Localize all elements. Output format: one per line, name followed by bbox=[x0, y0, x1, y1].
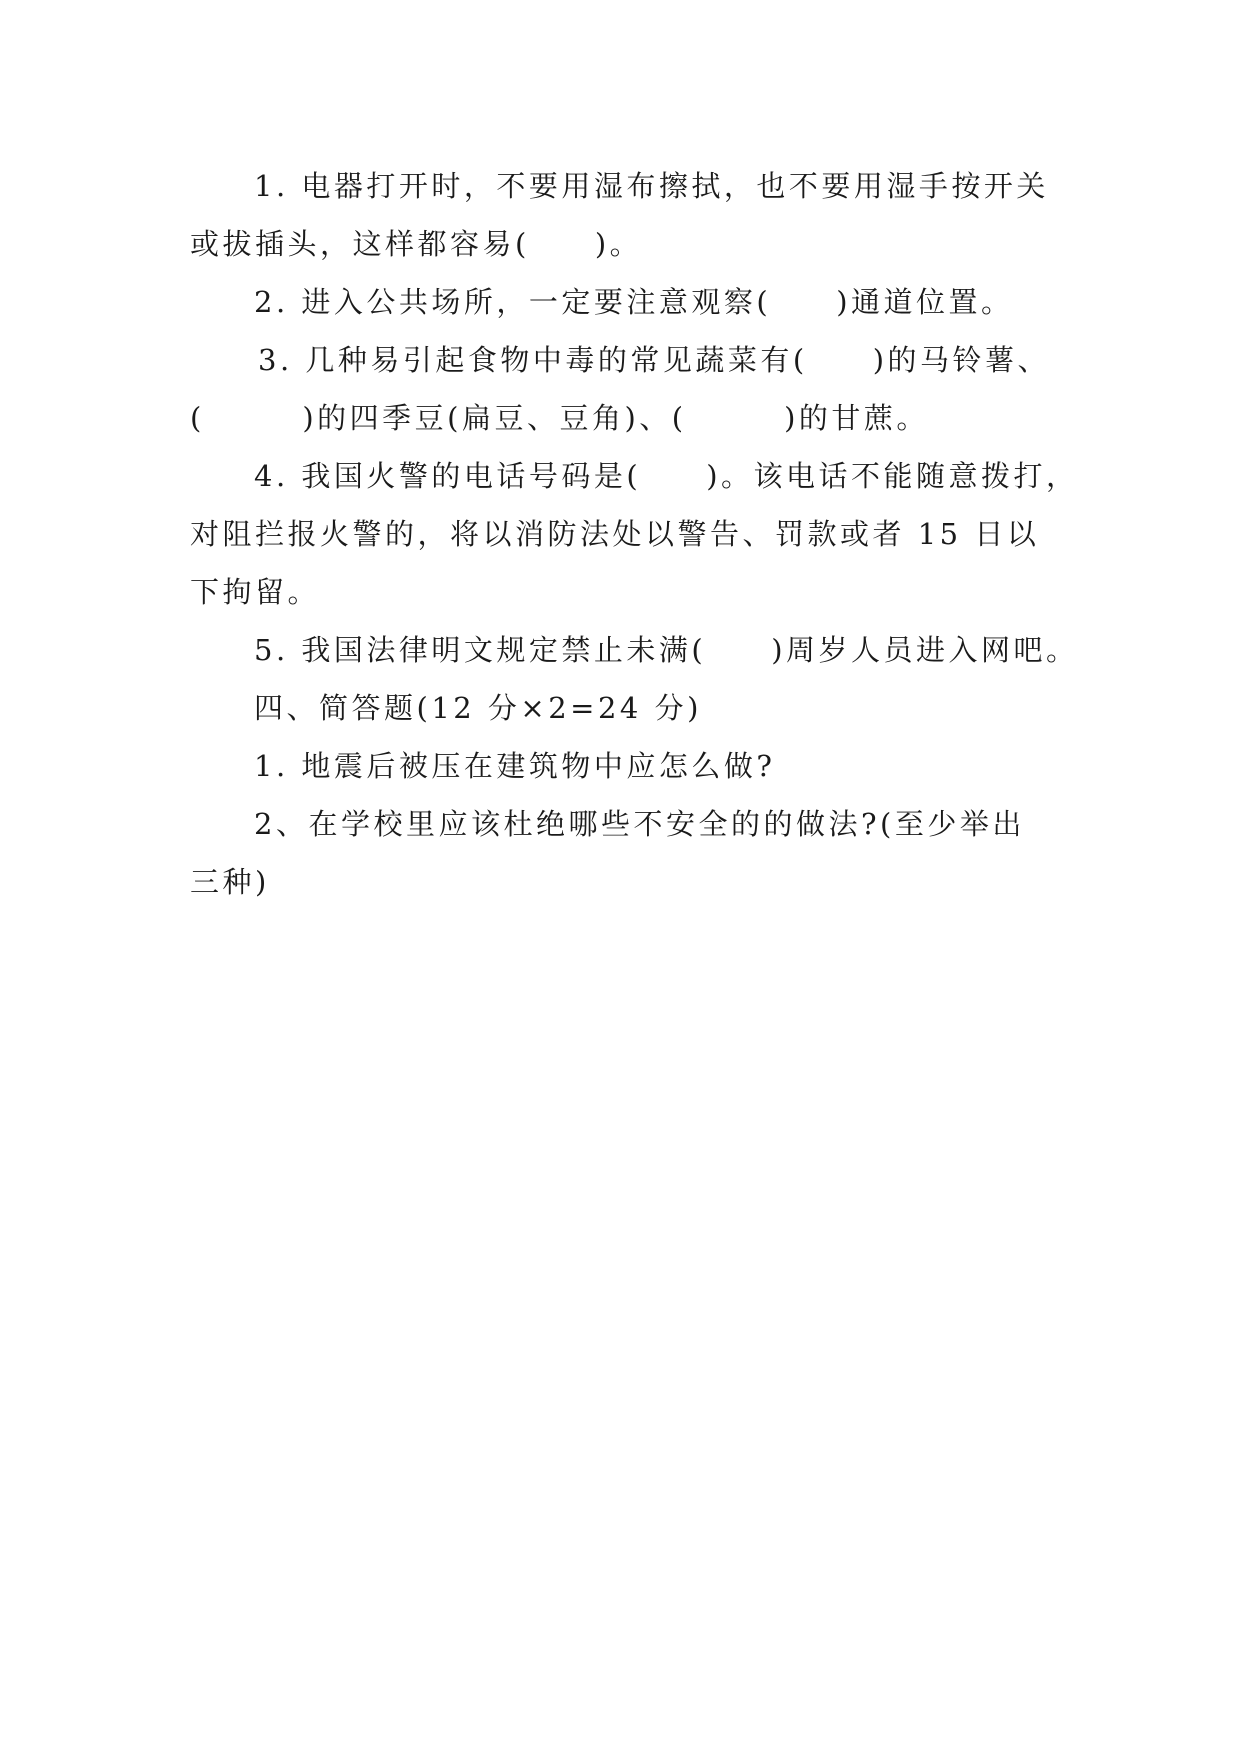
short-answer-2-line-1: 2、在学校里应该杜绝哪些不安全的的做法?(至少举出 bbox=[254, 807, 1025, 841]
question-1-line-2: 或拔插头，这样都容易( )。 bbox=[190, 227, 643, 261]
short-answer-1: 1. 地震后被压在建筑物中应怎么做? bbox=[254, 749, 776, 783]
question-4-line-3: 下拘留。 bbox=[190, 575, 321, 609]
question-2: 2. 进入公共场所，一定要注意观察( )通道位置。 bbox=[254, 285, 1014, 319]
section-heading: 四、简答题(12 分×2=24 分) bbox=[254, 691, 702, 725]
question-3-line-1: 3. 几种易引起食物中毒的常见蔬菜有( )的马铃薯、 bbox=[258, 343, 1051, 377]
question-4-line-1: 4. 我国火警的电话号码是( )。该电话不能随意拨打， bbox=[254, 459, 1079, 493]
question-3-line-2: ( )的四季豆(扁豆、豆角)、( )的甘蔗。 bbox=[190, 401, 929, 435]
document-body bbox=[190, 157, 1079, 911]
short-answer-2-line-2: 三种) bbox=[190, 865, 270, 899]
question-5: 5. 我国法律明文规定禁止未满( )周岁人员进入网吧。 bbox=[254, 633, 1079, 667]
question-4-line-2: 对阻拦报火警的，将以消防法处以警告、罚款或者 15 日以 bbox=[190, 517, 1040, 551]
question-1-line-1: 1. 电器打开时，不要用湿布擦拭，也不要用湿手按开关 bbox=[254, 169, 1049, 203]
